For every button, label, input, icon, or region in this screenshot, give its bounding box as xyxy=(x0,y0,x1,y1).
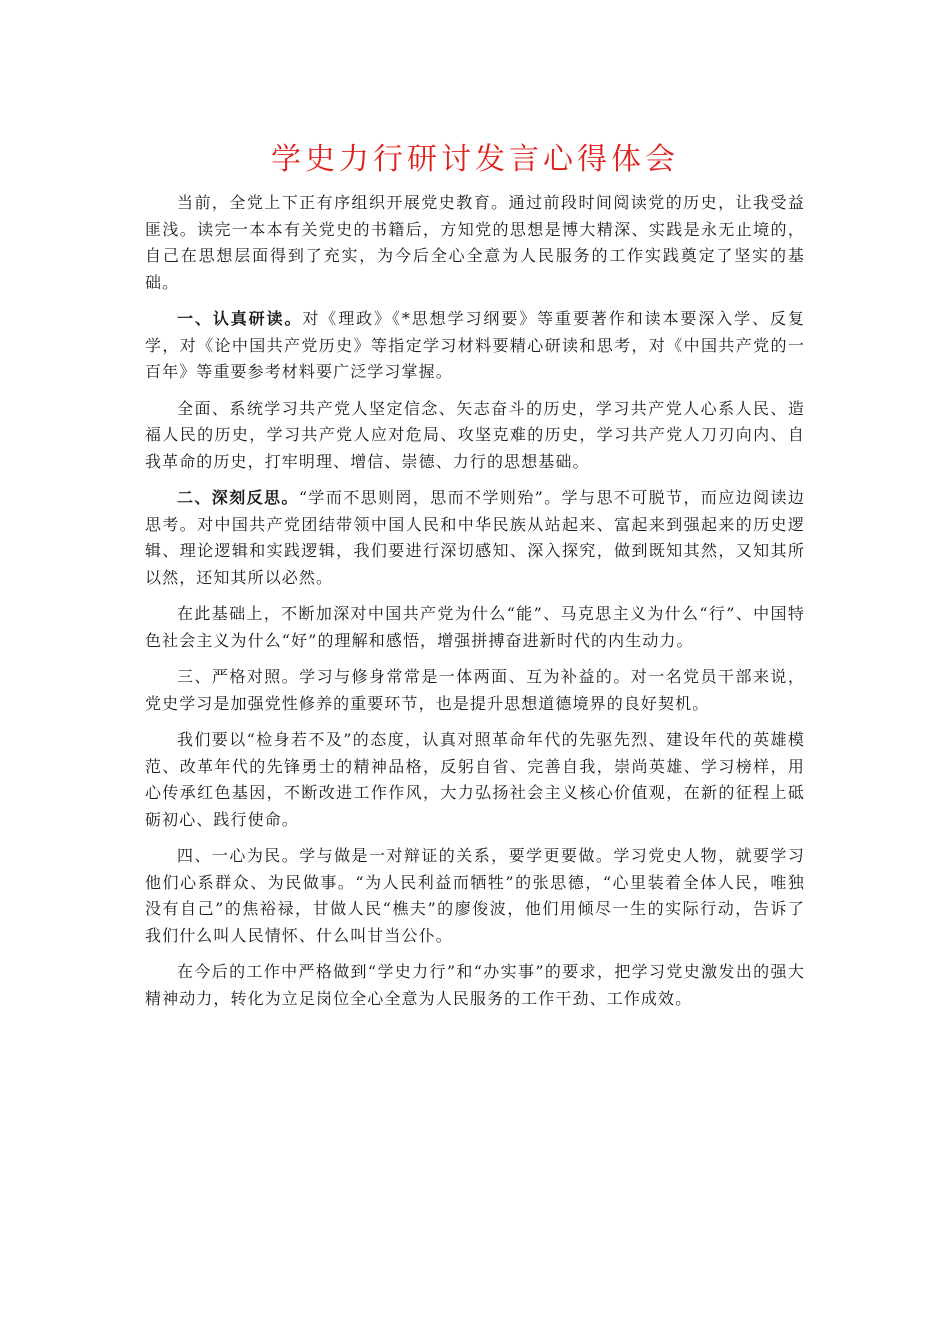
document-page xyxy=(145,138,805,1022)
paragraph-text: 在今后的工作中严格做到“学史力行”和“办实事”的要求，把学习党史激发出的强大精神动力，转化为立足岗位全心全意为人民服务的工作干劲、工作成效。 xyxy=(145,962,805,1008)
document-title: 学史力行研讨发言心得体会 xyxy=(271,142,679,177)
paragraph-text: 当前，全党上下正有序组织开展党史教育。通过前段时间阅读党的历史，让我受益匪浅。读完一本本有关党史的书籍后，方知党的思想是博大精深、实践是永无止境的，自己在思想层面得到了充实，为今后全心全意为人民服务的工作实践奠定了坚实的基础。 xyxy=(145,193,805,292)
paragraph-intro xyxy=(145,190,805,296)
paragraph-section-2 xyxy=(145,485,805,591)
paragraph-text: 全面、系统学习共产党人坚定信念、矢志奋斗的历史，学习共产党人心系人民、造福人民的历史，学习共产党人应对危局、攻坚克难的历史，学习共产党人刀刃向内、自我革命的历史，打牢明理、增信、崇德、力行的思想基础。 xyxy=(145,398,805,471)
paragraph-section-1-detail xyxy=(145,396,805,476)
paragraph-text: “学而不思则罔，思而不学则殆”。学与思不可脱节，而应边阅读边思考。对中国共产党团结带领中国人民和中华民族从站起来、富起来到强起来的历史逻辑、理论逻辑和实践逻辑，我们要进行深切感知、深入探究，做到既知其然，又知其所以然，还知其所以必然。 xyxy=(145,488,805,587)
section-heading-2: 二、深刻反思。 xyxy=(177,488,299,507)
paragraph-section-3-detail xyxy=(145,727,805,833)
paragraph-section-1 xyxy=(145,306,805,386)
paragraph-text: 在此基础上，不断加深对中国共产党为什么“能”、马克思主义为什么“行”、中国特色社会主义为什么“好”的理解和感悟，增强拼搏奋进新时代的内生动力。 xyxy=(145,604,805,650)
section-heading-1: 一、认真研读。 xyxy=(177,309,303,328)
paragraph-text: 四、一心为民。学与做是一对辩证的关系，要学更要做。学习党史人物，就要学习他们心系群众、为民做事。“为人民利益而牺牲”的张思德，“心里装着全体人民，唯独没有自己”的焦裕禄，甘做人民“樵夫”的廖俊波，他们用倾尽一生的实际行动，告诉了我们什么叫人民情怀、什么叫甘当公仆。 xyxy=(145,846,805,945)
paragraph-section-3 xyxy=(145,664,805,717)
paragraph-section-4 xyxy=(145,843,805,949)
paragraph-text: 我们要以“检身若不及”的态度，认真对照革命年代的先驱先烈、建设年代的英雄模范、改革年代的先锋勇士的精神品格，反躬自省、完善自我，崇尚英雄、学习榜样，用心传承红色基因，不断改进工作作风，大力弘扬社会主义核心价值观，在新的征程上砥砺初心、践行使命。 xyxy=(145,730,805,829)
paragraph-text: 三、严格对照。学习与修身常常是一体两面、互为补益的。对一名党员干部来说，党史学习是加强党性修养的重要环节，也是提升思想道德境界的良好契机。 xyxy=(145,667,805,713)
paragraph-conclusion xyxy=(145,959,805,1012)
paragraph-text: 对《理政》《*思想学习纲要》等重要著作和读本要深入学、反复学，对《论中国共产党历史》等指定学习材料要精心研读和思考，对《中国共产党的一百年》等重要参考材料要广泛学习掌握。 xyxy=(145,309,806,381)
paragraph-section-2-detail xyxy=(145,601,805,654)
